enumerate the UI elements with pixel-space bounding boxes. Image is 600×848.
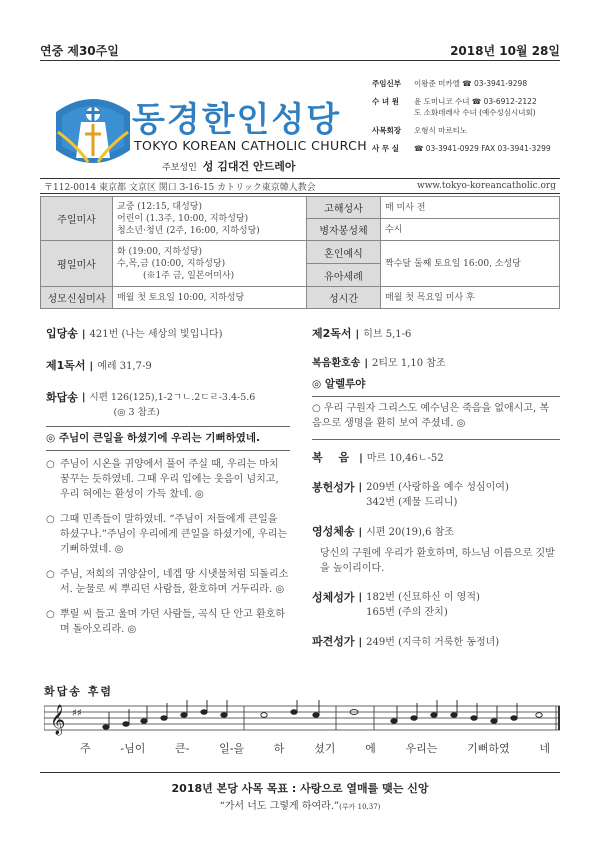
psalm-verse (46, 607, 290, 637)
postal-address: 〒112-0014 東京都 文京区 関口 3-16-15 カトリック東京韓人教会 (44, 182, 316, 193)
sunday-mass-times (113, 197, 307, 241)
weekday-mass-label: 평일미사 (41, 241, 113, 287)
holy-hour-text: 매월 첫 목요일 미사 후 (381, 287, 560, 309)
patron-label: 주보성인 (162, 163, 197, 173)
score-title: 화답송 후렴 (44, 685, 113, 698)
alleluia-verse: ○ 우리 구원자 그리스도 예수님은 죽음을 없애시고, 복음으로 생명을 환히 보여 주셨네. ◎ (312, 403, 550, 429)
alleluia: ◎ 알렐루야 (312, 378, 366, 390)
hymn: 209번 (사랑하올 예수 성심이여) (366, 482, 509, 493)
schedule-line: 청소년·청년 (2주, 16:00, 지하성당) (117, 225, 260, 236)
communion-hymns-row (312, 590, 560, 620)
separator: | (358, 527, 363, 538)
lyric-syllable: 일-을 (219, 742, 245, 755)
separator: | (81, 329, 86, 340)
separator: | (355, 329, 360, 340)
second-reading-row (312, 326, 560, 342)
schedule-line: 화 (19:00, 지하성당) (117, 246, 203, 257)
separator: | (81, 392, 86, 403)
staff-value: 윤 도미니코 수녀 ☎ 03-6912-2122 도 소화데레사 수녀 (예수성심시녀회) (414, 97, 537, 117)
first-reading-label: 제1독서 (46, 359, 86, 372)
verse-text: 뿌릴 씨 들고 울며 가던 사람들, 곡식 단 안고 환호하며 돌아오리라. ◎ (60, 609, 285, 635)
staff-label: 주임신부 (372, 79, 401, 88)
separator: | (89, 361, 94, 372)
svg-text:𝄞: 𝄞 (50, 705, 66, 735)
psalm-text: 시편 126(125),1-2ㄱㄴ.2ㄷㄹ-3.4-5.6 (89, 392, 256, 403)
gospel-acclamation-label: 복음환호송 (312, 358, 361, 369)
staff-value: ☎ 03-3941-0929 FAX 03-3941-3299 (414, 144, 551, 153)
schedule-line: 교중 (12:15, 대성당) (117, 201, 203, 212)
lyric-syllable: 우리는 (405, 742, 438, 755)
staff-list (372, 78, 551, 161)
gospel-acclamation-text: 2티모 1,10 참조 (371, 358, 446, 369)
separator: | (358, 482, 363, 493)
staff-label: 사 무 실 (372, 144, 399, 153)
separator: | (364, 358, 368, 369)
staff-row (372, 96, 551, 118)
church-logo-icon (48, 92, 138, 172)
weekday-mass-times (113, 241, 307, 287)
pastoral-goal-quote (0, 797, 600, 812)
divider (312, 439, 560, 440)
verse-text: 주님이 시온을 귀양에서 풀어 주실 때, 우리는 마치 꿈꾸는 듯하였네. 그때 우리 입에는 웃음이 넘치고, 우리 혀에는 환성이 가득 찼네. ◎ (60, 459, 279, 500)
wedding-label: 혼인예식 (307, 241, 381, 264)
patron-name: 성 김대건 안드레아 (202, 160, 296, 173)
infant-baptism-label: 유아세례 (307, 264, 381, 287)
church-subtitle: TOKYO KOREAN CATHOLIC CHURCH (134, 138, 368, 153)
score-lyrics (80, 740, 550, 756)
sunday-mass-label: 주일미사 (41, 197, 113, 241)
verse-mark: ○ (46, 459, 55, 470)
svg-text:♯♯: ♯♯ (72, 708, 82, 719)
second-reading-text: 히브 5,1-6 (363, 329, 412, 340)
psalm-verse (46, 512, 290, 557)
right-readings (312, 326, 560, 650)
recessional-label: 파견성가 (312, 635, 355, 648)
psalm-verse (46, 457, 290, 502)
psalm-row (46, 390, 290, 420)
psalm-text-block (90, 390, 256, 420)
lyric-syllable: 기뻐하였 (467, 742, 510, 755)
patron-saint (162, 158, 295, 174)
communion-text: 당신의 구원에 우리가 환호하며, 하느님 이름으로 깃발을 높이리이다. (320, 548, 555, 574)
communion-hymns (366, 590, 480, 620)
communion-antiphon-label: 영성체송 (312, 525, 355, 538)
staff-row (372, 78, 551, 89)
communion-antiphon-row (312, 524, 560, 540)
hymn: 182번 (신묘하신 이 영적) (366, 592, 480, 603)
offertory-row (312, 480, 560, 510)
confession-label: 고해성사 (307, 197, 381, 219)
staff-row (372, 143, 551, 154)
entrance-label: 입당송 (46, 327, 78, 340)
recessional-row (312, 634, 560, 650)
staff-row (372, 125, 551, 136)
confession-text: 매 미사 전 (381, 197, 560, 219)
address-bar (40, 178, 560, 194)
goal-quote: “가서 너도 그렇게 하여라.” (219, 801, 340, 812)
left-readings (46, 326, 290, 637)
lyric-syllable: 큰- (175, 742, 190, 755)
gospel-label: 복 음 (312, 451, 356, 464)
schedule-line: 수,목,금 (10:00, 지하성당) (117, 258, 226, 269)
gospel-text: 마르 10,46ㄴ-52 (366, 453, 444, 464)
staff-label: 수 녀 원 (372, 97, 399, 106)
first-reading-row (46, 358, 290, 374)
anointing-text: 수시 (381, 219, 560, 241)
verse-text: 그때 민족들이 말하였네. “주님이 저들에게 큰일을 하셨구나.”주님이 우리에게 큰일을 하셨기에, 우리는 기뻐하였네. ◎ (60, 514, 288, 555)
lyric-syllable: 주 (80, 742, 91, 755)
divider (312, 396, 560, 397)
wedding-baptism-text: 짝수달 둘째 토요일 16:00, 소성당 (381, 241, 560, 287)
devotion-mass-label: 성모신심미사 (41, 287, 113, 309)
hymn: 165번 (주의 잔치) (366, 607, 448, 618)
gospel-row (312, 450, 560, 466)
church-name: 동경한인성당 (132, 100, 342, 140)
first-reading-text: 예레 31,7-9 (97, 361, 152, 372)
hymn: 342번 (제물 드리니) (366, 497, 458, 508)
holy-hour-label: 성시간 (307, 287, 381, 309)
verse-mark: ○ (46, 609, 55, 620)
anointing-label: 병자봉성체 (307, 219, 381, 241)
offertory-label: 봉헌성가 (312, 481, 355, 494)
website-link[interactable]: www.tokyo-koreancatholic.org (417, 181, 556, 191)
gospel-acclamation-row (312, 356, 560, 371)
offertory-hymns (366, 480, 509, 510)
divider (46, 426, 290, 427)
separator: | (358, 592, 363, 603)
psalm-verse (46, 567, 290, 597)
lyric-syllable: -님이 (120, 742, 146, 755)
verse-text: 주님, 저희의 귀양살이, 네겝 땅 시냇물처럼 되돌리소서. 눈물로 씨 뿌리던 사람들, 환호하며 거두리라. ◎ (60, 569, 289, 595)
communion-antiphon-text: 시편 20(19),6 참조 (366, 527, 454, 538)
pastoral-goal: 2018년 본당 사목 목표 : 사랑으로 열매를 맺는 신앙 (171, 782, 429, 795)
footer-divider (40, 772, 560, 773)
schedule-line: (※1주 금, 일본어미사) (143, 270, 235, 281)
staff-label: 사목회장 (372, 126, 401, 135)
second-reading-label: 제2독서 (312, 327, 352, 340)
lyric-syllable: 셨기 (314, 742, 336, 755)
week-label: 연중 제30주일 (40, 44, 119, 58)
lyric-syllable: 하 (273, 742, 285, 755)
lyric-syllable: 네 (539, 742, 550, 755)
psalm-note: (◎ 3 참조) (113, 407, 160, 418)
separator: | (358, 637, 363, 648)
verse-mark: ○ (46, 569, 55, 580)
date-label: 2018년 10월 28일 (450, 44, 560, 58)
communion-hymns-label: 성체성가 (312, 591, 355, 604)
staff-value: 오형식 마르티노 (414, 126, 468, 135)
staff-value: 이왕준 미카엘 ☎ 03-3941-9298 (414, 79, 528, 88)
mass-schedule-table (40, 196, 560, 309)
header-divider (40, 60, 560, 61)
entrance-row (46, 326, 290, 342)
recessional-text: 249번 (지극히 거룩한 동정녀) (366, 637, 500, 648)
lyric-syllable: 에 (365, 742, 376, 755)
divider (46, 450, 290, 451)
devotion-mass-text: 매월 첫 토요일 10:00, 지하성당 (113, 287, 307, 309)
entrance-text: 421번 (나는 세상의 빛입니다) (89, 329, 223, 340)
psalm-label: 화답송 (46, 391, 78, 404)
separator: | (359, 453, 363, 464)
schedule-line: 어린이 (1.3주, 10:00, 지하성당) (117, 213, 249, 224)
psalm-response: ◎ 주님이 큰일을 하셨기에 우리는 기뻐하였네. (46, 432, 261, 444)
goal-ref: (루카 10,37) (339, 803, 381, 811)
verse-mark: ○ (46, 514, 55, 525)
